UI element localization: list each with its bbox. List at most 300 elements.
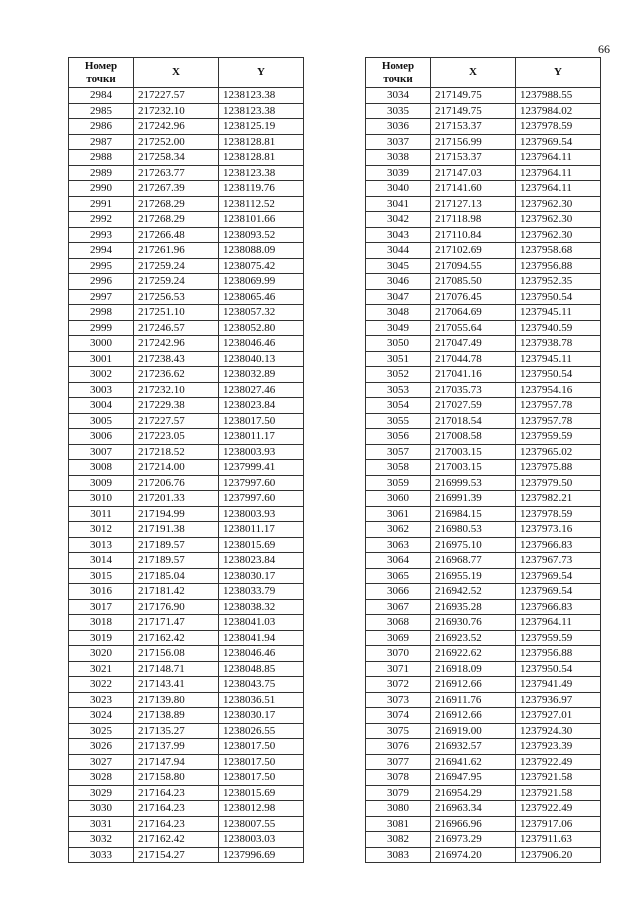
table-row xyxy=(366,816,601,832)
point-number-cell: 3002 xyxy=(69,367,134,383)
table-row xyxy=(69,630,304,646)
point-number-cell: 3060 xyxy=(366,491,431,507)
table-row xyxy=(69,429,304,445)
table-row xyxy=(69,785,304,801)
point-number-cell: 3071 xyxy=(366,661,431,677)
table-row xyxy=(69,661,304,677)
table-row xyxy=(366,320,601,336)
table-row xyxy=(366,336,601,352)
x-coordinate-cell: 216918.09 xyxy=(431,661,516,677)
table-row xyxy=(69,475,304,491)
table-row xyxy=(69,491,304,507)
point-number-cell: 2998 xyxy=(69,305,134,321)
table-row xyxy=(366,243,601,259)
point-number-cell: 2996 xyxy=(69,274,134,290)
x-coordinate-cell: 217256.53 xyxy=(134,289,219,305)
table-row xyxy=(366,615,601,631)
point-number-cell: 3051 xyxy=(366,351,431,367)
table-row xyxy=(366,568,601,584)
y-coordinate-cell: 1237922.49 xyxy=(516,801,601,817)
x-coordinate-cell: 217176.90 xyxy=(134,599,219,615)
point-number-cell: 2989 xyxy=(69,165,134,181)
x-coordinate-cell: 217102.69 xyxy=(431,243,516,259)
table-row xyxy=(69,119,304,135)
x-coordinate-cell: 217154.27 xyxy=(134,847,219,863)
point-number-cell: 3000 xyxy=(69,336,134,352)
x-coordinate-cell: 217236.62 xyxy=(134,367,219,383)
point-number-cell: 2990 xyxy=(69,181,134,197)
x-coordinate-cell: 217238.43 xyxy=(134,351,219,367)
x-coordinate-cell: 217164.23 xyxy=(134,816,219,832)
table-row xyxy=(366,723,601,739)
y-coordinate-cell: 1237959.59 xyxy=(516,429,601,445)
table-row xyxy=(69,258,304,274)
point-number-cell: 3082 xyxy=(366,832,431,848)
x-coordinate-cell: 217164.23 xyxy=(134,785,219,801)
point-number-cell: 3022 xyxy=(69,677,134,693)
y-coordinate-cell: 1237917.06 xyxy=(516,816,601,832)
y-coordinate-cell: 1238041.03 xyxy=(219,615,304,631)
table-row xyxy=(366,88,601,104)
y-coordinate-cell: 1238112.52 xyxy=(219,196,304,212)
table-row xyxy=(69,181,304,197)
y-coordinate-cell: 1238125.19 xyxy=(219,119,304,135)
point-number-cell: 3034 xyxy=(366,88,431,104)
point-number-cell: 2985 xyxy=(69,103,134,119)
y-coordinate-cell: 1238128.81 xyxy=(219,134,304,150)
table-row xyxy=(69,460,304,476)
y-coordinate-cell: 1237966.83 xyxy=(516,599,601,615)
y-coordinate-cell: 1237950.54 xyxy=(516,367,601,383)
point-number-cell: 3043 xyxy=(366,227,431,243)
x-coordinate-cell: 217138.89 xyxy=(134,708,219,724)
point-number-cell: 3067 xyxy=(366,599,431,615)
x-coordinate-cell: 217135.27 xyxy=(134,723,219,739)
x-coordinate-cell: 217164.23 xyxy=(134,801,219,817)
table-row xyxy=(366,382,601,398)
x-coordinate-cell: 217252.00 xyxy=(134,134,219,150)
x-coordinate-cell: 216912.66 xyxy=(431,677,516,693)
table-row xyxy=(366,150,601,166)
y-coordinate-cell: 1238038.32 xyxy=(219,599,304,615)
table-row xyxy=(366,398,601,414)
point-number-cell: 3031 xyxy=(69,816,134,832)
point-number-cell: 3061 xyxy=(366,506,431,522)
x-coordinate-cell: 217171.47 xyxy=(134,615,219,631)
x-coordinate-cell: 217162.42 xyxy=(134,832,219,848)
table-row xyxy=(366,289,601,305)
x-coordinate-cell: 217008.58 xyxy=(431,429,516,445)
y-coordinate-cell: 1237923.39 xyxy=(516,739,601,755)
point-number-cell: 3055 xyxy=(366,413,431,429)
point-number-cell: 3016 xyxy=(69,584,134,600)
point-number-cell: 3045 xyxy=(366,258,431,274)
x-coordinate-cell: 217218.52 xyxy=(134,444,219,460)
y-coordinate-cell: 1237938.78 xyxy=(516,336,601,352)
table-row xyxy=(366,212,601,228)
y-coordinate-cell: 1237957.78 xyxy=(516,413,601,429)
y-coordinate-cell: 1238012.98 xyxy=(219,801,304,817)
x-coordinate-cell: 216974.20 xyxy=(431,847,516,863)
table-row xyxy=(366,413,601,429)
point-number-cell: 3008 xyxy=(69,460,134,476)
x-coordinate-cell: 217191.38 xyxy=(134,522,219,538)
point-number-cell: 3032 xyxy=(69,832,134,848)
y-coordinate-cell: 1237978.59 xyxy=(516,506,601,522)
table-row xyxy=(69,367,304,383)
y-coordinate-cell: 1238046.46 xyxy=(219,646,304,662)
point-number-cell: 3019 xyxy=(69,630,134,646)
table-row xyxy=(366,165,601,181)
x-coordinate-cell: 216930.76 xyxy=(431,615,516,631)
y-coordinate-cell: 1237975.88 xyxy=(516,460,601,476)
point-number-cell: 3009 xyxy=(69,475,134,491)
point-number-cell: 2992 xyxy=(69,212,134,228)
point-number-cell: 3030 xyxy=(69,801,134,817)
point-number-cell: 3028 xyxy=(69,770,134,786)
table-row xyxy=(69,398,304,414)
y-coordinate-cell: 1237924.30 xyxy=(516,723,601,739)
x-coordinate-cell: 217259.24 xyxy=(134,258,219,274)
x-coordinate-cell: 217118.98 xyxy=(431,212,516,228)
y-coordinate-cell: 1238046.46 xyxy=(219,336,304,352)
table-row xyxy=(69,243,304,259)
table-row xyxy=(366,444,601,460)
point-number-cell: 3079 xyxy=(366,785,431,801)
y-coordinate-cell: 1238027.46 xyxy=(219,382,304,398)
y-coordinate-cell: 1237978.59 xyxy=(516,119,601,135)
table-row xyxy=(69,351,304,367)
point-number-cell: 3037 xyxy=(366,134,431,150)
x-coordinate-cell: 217041.16 xyxy=(431,367,516,383)
x-coordinate-cell: 217189.57 xyxy=(134,537,219,553)
y-coordinate-cell: 1238119.76 xyxy=(219,181,304,197)
point-number-cell: 2991 xyxy=(69,196,134,212)
table-row xyxy=(366,661,601,677)
table-row xyxy=(366,181,601,197)
y-coordinate-cell: 1237964.11 xyxy=(516,165,601,181)
y-coordinate-cell: 1238011.17 xyxy=(219,522,304,538)
y-coordinate-cell: 1238017.50 xyxy=(219,413,304,429)
y-coordinate-cell: 1237921.58 xyxy=(516,770,601,786)
y-coordinate-cell: 1238003.03 xyxy=(219,832,304,848)
x-coordinate-cell: 216935.28 xyxy=(431,599,516,615)
point-number-cell: 3036 xyxy=(366,119,431,135)
table-row xyxy=(366,770,601,786)
y-coordinate-cell: 1237969.54 xyxy=(516,568,601,584)
header-point-number: Номер точки xyxy=(69,58,134,88)
table-row xyxy=(366,196,601,212)
point-number-cell: 3041 xyxy=(366,196,431,212)
y-coordinate-cell: 1237964.11 xyxy=(516,150,601,166)
y-coordinate-cell: 1238030.17 xyxy=(219,708,304,724)
table-row xyxy=(366,847,601,863)
point-number-cell: 3070 xyxy=(366,646,431,662)
x-coordinate-cell: 217223.05 xyxy=(134,429,219,445)
point-number-cell: 3081 xyxy=(366,816,431,832)
x-coordinate-cell: 216932.57 xyxy=(431,739,516,755)
x-coordinate-cell: 217242.96 xyxy=(134,119,219,135)
header-y: Y xyxy=(219,58,304,88)
x-coordinate-cell: 217141.60 xyxy=(431,181,516,197)
y-coordinate-cell: 1237959.59 xyxy=(516,630,601,646)
point-number-cell: 3057 xyxy=(366,444,431,460)
y-coordinate-cell: 1238123.38 xyxy=(219,103,304,119)
x-coordinate-cell: 217162.42 xyxy=(134,630,219,646)
x-coordinate-cell: 216923.52 xyxy=(431,630,516,646)
y-coordinate-cell: 1237965.02 xyxy=(516,444,601,460)
point-number-cell: 3065 xyxy=(366,568,431,584)
x-coordinate-cell: 216991.39 xyxy=(431,491,516,507)
y-coordinate-cell: 1237969.54 xyxy=(516,134,601,150)
x-coordinate-cell: 217156.08 xyxy=(134,646,219,662)
point-number-cell: 3053 xyxy=(366,382,431,398)
point-number-cell: 3059 xyxy=(366,475,431,491)
y-coordinate-cell: 1237956.88 xyxy=(516,258,601,274)
y-coordinate-cell: 1237927.01 xyxy=(516,708,601,724)
point-number-cell: 3018 xyxy=(69,615,134,631)
y-coordinate-cell: 1237950.54 xyxy=(516,661,601,677)
table-row xyxy=(69,382,304,398)
y-coordinate-cell: 1237997.60 xyxy=(219,491,304,507)
y-coordinate-cell: 1237940.59 xyxy=(516,320,601,336)
y-coordinate-cell: 1237957.78 xyxy=(516,398,601,414)
point-number-cell: 3068 xyxy=(366,615,431,631)
x-coordinate-cell: 217147.94 xyxy=(134,754,219,770)
y-coordinate-cell: 1238069.99 xyxy=(219,274,304,290)
point-number-cell: 3074 xyxy=(366,708,431,724)
x-coordinate-cell: 217263.77 xyxy=(134,165,219,181)
table-row xyxy=(366,522,601,538)
y-coordinate-cell: 1238052.80 xyxy=(219,320,304,336)
y-coordinate-cell: 1237984.02 xyxy=(516,103,601,119)
x-coordinate-cell: 217094.55 xyxy=(431,258,516,274)
y-coordinate-cell: 1238033.79 xyxy=(219,584,304,600)
point-number-cell: 3040 xyxy=(366,181,431,197)
table-header-row xyxy=(69,58,304,88)
point-number-cell: 3035 xyxy=(366,103,431,119)
coordinates-table-right xyxy=(365,57,601,863)
y-coordinate-cell: 1238088.09 xyxy=(219,243,304,259)
point-number-cell: 3017 xyxy=(69,599,134,615)
x-coordinate-cell: 217201.33 xyxy=(134,491,219,507)
x-coordinate-cell: 216966.96 xyxy=(431,816,516,832)
y-coordinate-cell: 1237964.11 xyxy=(516,181,601,197)
x-coordinate-cell: 216968.77 xyxy=(431,553,516,569)
table-row xyxy=(69,274,304,290)
y-coordinate-cell: 1238003.93 xyxy=(219,444,304,460)
x-coordinate-cell: 216955.19 xyxy=(431,568,516,584)
table-row xyxy=(69,770,304,786)
point-number-cell: 3010 xyxy=(69,491,134,507)
point-number-cell: 2986 xyxy=(69,119,134,135)
point-number-cell: 3076 xyxy=(366,739,431,755)
table-row xyxy=(69,615,304,631)
point-number-cell: 3004 xyxy=(69,398,134,414)
x-coordinate-cell: 217064.69 xyxy=(431,305,516,321)
x-coordinate-cell: 217149.75 xyxy=(431,88,516,104)
table-row xyxy=(69,506,304,522)
x-coordinate-cell: 217035.73 xyxy=(431,382,516,398)
table-row xyxy=(366,274,601,290)
point-number-cell: 3072 xyxy=(366,677,431,693)
y-coordinate-cell: 1237982.21 xyxy=(516,491,601,507)
header-y: Y xyxy=(516,58,601,88)
x-coordinate-cell: 217268.29 xyxy=(134,212,219,228)
point-number-cell: 3020 xyxy=(69,646,134,662)
table-row xyxy=(366,584,601,600)
table-row xyxy=(69,568,304,584)
x-coordinate-cell: 217055.64 xyxy=(431,320,516,336)
y-coordinate-cell: 1238017.50 xyxy=(219,770,304,786)
y-coordinate-cell: 1238017.50 xyxy=(219,754,304,770)
y-coordinate-cell: 1238041.94 xyxy=(219,630,304,646)
table-row xyxy=(366,429,601,445)
point-number-cell: 3080 xyxy=(366,801,431,817)
point-number-cell: 3049 xyxy=(366,320,431,336)
table-row xyxy=(366,227,601,243)
table-row xyxy=(366,506,601,522)
table-row xyxy=(69,599,304,615)
y-coordinate-cell: 1237988.55 xyxy=(516,88,601,104)
table-row xyxy=(69,305,304,321)
x-coordinate-cell: 217143.41 xyxy=(134,677,219,693)
table-row xyxy=(366,258,601,274)
y-coordinate-cell: 1237979.50 xyxy=(516,475,601,491)
point-number-cell: 3033 xyxy=(69,847,134,863)
x-coordinate-cell: 217156.99 xyxy=(431,134,516,150)
table-row xyxy=(366,119,601,135)
table-row xyxy=(366,599,601,615)
table-row xyxy=(366,351,601,367)
x-coordinate-cell: 216963.34 xyxy=(431,801,516,817)
point-number-cell: 3066 xyxy=(366,584,431,600)
x-coordinate-cell: 217047.49 xyxy=(431,336,516,352)
y-coordinate-cell: 1237973.16 xyxy=(516,522,601,538)
x-coordinate-cell: 216999.53 xyxy=(431,475,516,491)
y-coordinate-cell: 1237966.83 xyxy=(516,537,601,553)
table-row xyxy=(69,103,304,119)
x-coordinate-cell: 217127.13 xyxy=(431,196,516,212)
table-row xyxy=(69,692,304,708)
x-coordinate-cell: 217189.57 xyxy=(134,553,219,569)
header-x: X xyxy=(431,58,516,88)
y-coordinate-cell: 1238003.93 xyxy=(219,506,304,522)
table-row xyxy=(69,134,304,150)
table-row xyxy=(69,537,304,553)
y-coordinate-cell: 1238036.51 xyxy=(219,692,304,708)
point-number-cell: 2994 xyxy=(69,243,134,259)
table-row xyxy=(69,165,304,181)
y-coordinate-cell: 1237945.11 xyxy=(516,351,601,367)
x-coordinate-cell: 216947.95 xyxy=(431,770,516,786)
y-coordinate-cell: 1238017.50 xyxy=(219,739,304,755)
x-coordinate-cell: 217229.38 xyxy=(134,398,219,414)
y-coordinate-cell: 1238128.81 xyxy=(219,150,304,166)
point-number-cell: 3001 xyxy=(69,351,134,367)
table-header-row xyxy=(366,58,601,88)
table-row xyxy=(366,460,601,476)
y-coordinate-cell: 1237999.41 xyxy=(219,460,304,476)
y-coordinate-cell: 1238011.17 xyxy=(219,429,304,445)
x-coordinate-cell: 217261.96 xyxy=(134,243,219,259)
x-coordinate-cell: 217251.10 xyxy=(134,305,219,321)
point-number-cell: 3025 xyxy=(69,723,134,739)
point-number-cell: 3063 xyxy=(366,537,431,553)
table-row xyxy=(366,739,601,755)
x-coordinate-cell: 217149.75 xyxy=(431,103,516,119)
table-row xyxy=(366,754,601,770)
table-row xyxy=(366,832,601,848)
table-row xyxy=(69,832,304,848)
x-coordinate-cell: 217266.48 xyxy=(134,227,219,243)
x-coordinate-cell: 217153.37 xyxy=(431,119,516,135)
table-row xyxy=(69,212,304,228)
y-coordinate-cell: 1237958.68 xyxy=(516,243,601,259)
table-row xyxy=(69,754,304,770)
y-coordinate-cell: 1238057.32 xyxy=(219,305,304,321)
point-number-cell: 3038 xyxy=(366,150,431,166)
point-number-cell: 2984 xyxy=(69,88,134,104)
x-coordinate-cell: 217137.99 xyxy=(134,739,219,755)
y-coordinate-cell: 1237962.30 xyxy=(516,227,601,243)
x-coordinate-cell: 216941.62 xyxy=(431,754,516,770)
point-number-cell: 3003 xyxy=(69,382,134,398)
x-coordinate-cell: 217242.96 xyxy=(134,336,219,352)
point-number-cell: 3006 xyxy=(69,429,134,445)
table-row xyxy=(366,785,601,801)
table-row xyxy=(366,677,601,693)
x-coordinate-cell: 217206.76 xyxy=(134,475,219,491)
table-row xyxy=(366,103,601,119)
point-number-cell: 2987 xyxy=(69,134,134,150)
table-row xyxy=(69,847,304,863)
x-coordinate-cell: 216954.29 xyxy=(431,785,516,801)
table-row xyxy=(366,708,601,724)
point-number-cell: 3044 xyxy=(366,243,431,259)
point-number-cell: 3026 xyxy=(69,739,134,755)
y-coordinate-cell: 1238093.52 xyxy=(219,227,304,243)
x-coordinate-cell: 217227.57 xyxy=(134,413,219,429)
point-number-cell: 3014 xyxy=(69,553,134,569)
x-coordinate-cell: 217018.54 xyxy=(431,413,516,429)
x-coordinate-cell: 217232.10 xyxy=(134,103,219,119)
x-coordinate-cell: 217044.78 xyxy=(431,351,516,367)
y-coordinate-cell: 1237936.97 xyxy=(516,692,601,708)
x-coordinate-cell: 216911.76 xyxy=(431,692,516,708)
table-row xyxy=(69,816,304,832)
table-row xyxy=(69,646,304,662)
x-coordinate-cell: 217232.10 xyxy=(134,382,219,398)
x-coordinate-cell: 217003.15 xyxy=(431,444,516,460)
point-number-cell: 3064 xyxy=(366,553,431,569)
x-coordinate-cell: 217076.45 xyxy=(431,289,516,305)
point-number-cell: 2993 xyxy=(69,227,134,243)
table-row xyxy=(69,289,304,305)
y-coordinate-cell: 1237950.54 xyxy=(516,289,601,305)
y-coordinate-cell: 1238026.55 xyxy=(219,723,304,739)
x-coordinate-cell: 216984.15 xyxy=(431,506,516,522)
point-number-cell: 3058 xyxy=(366,460,431,476)
x-coordinate-cell: 217227.57 xyxy=(134,88,219,104)
table-row xyxy=(69,739,304,755)
y-coordinate-cell: 1237967.73 xyxy=(516,553,601,569)
point-number-cell: 3021 xyxy=(69,661,134,677)
y-coordinate-cell: 1237969.54 xyxy=(516,584,601,600)
table-row xyxy=(69,444,304,460)
x-coordinate-cell: 217027.59 xyxy=(431,398,516,414)
y-coordinate-cell: 1237956.88 xyxy=(516,646,601,662)
